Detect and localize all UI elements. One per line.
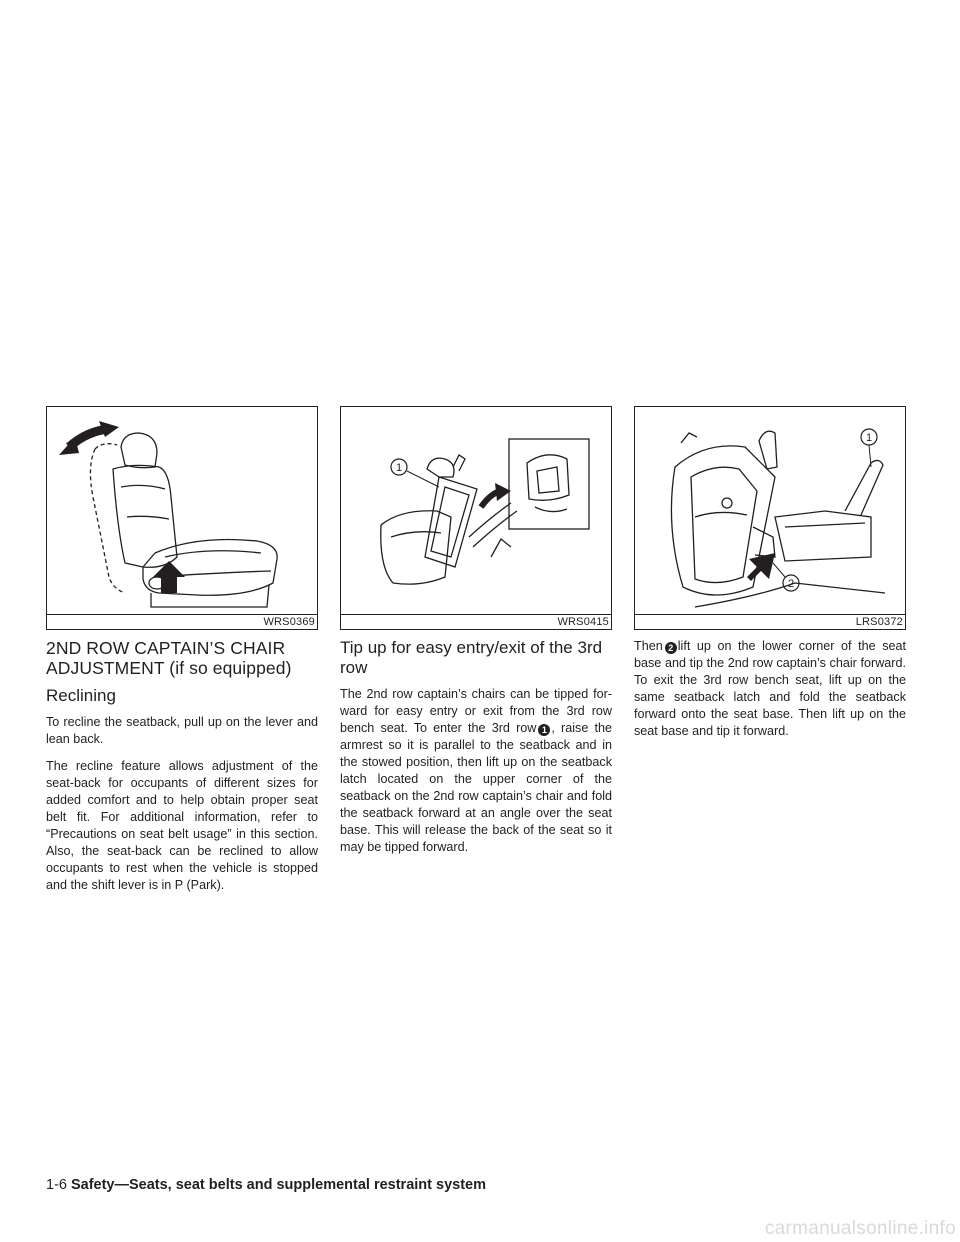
- callout-2-label: 2: [787, 578, 795, 590]
- column-1: [46, 406, 318, 894]
- figure-seat-recline: [46, 406, 318, 630]
- paragraph-text: lift up on the lower corner of the seat base and tip the 2nd row captain’s chair forward. To exit the 3rd row bench seat, lift up on the same seatback latch and fold the seatback forward onto the seat base. Then lift up on the seat base and tip it forward.: [634, 639, 906, 738]
- page-footer: [46, 1176, 486, 1194]
- figure-seat-base-lift: [634, 406, 906, 630]
- figure-code: WRS0415: [341, 614, 611, 629]
- column-3: [634, 406, 906, 740]
- marker-1: 1: [538, 724, 550, 736]
- paragraph-text: The 2nd row captain’s chairs can be tipped for-ward for easy entry or exit from the 3rd row bench seat. To enter the 3rd row: [340, 687, 612, 735]
- paragraph-text: , raise the armrest so it is parallel to the seatback and in the stowed position, then lift up on the seatback latch located on the upper corner of the seatback on the 2nd row captain’s chair and fold the seatback forward at an angle over the seat base. This will release the back of the seat so it may be tipped forward.: [340, 721, 612, 854]
- seat-base-lift-illustration: [635, 407, 905, 629]
- figure-seatback-latch: [340, 406, 612, 630]
- seatback-latch-illustration: [341, 407, 611, 629]
- paragraph: [634, 638, 906, 740]
- figure-code: WRS0369: [47, 614, 317, 629]
- callout-1-label: 1: [865, 432, 873, 444]
- paragraph: To recline the seatback, pull up on the lever and lean back.: [46, 715, 318, 746]
- section-heading: 2ND ROW CAPTAIN’S CHAIR ADJUSTMENT (if so equipped): [46, 638, 292, 678]
- figure-code: LRS0372: [635, 614, 905, 629]
- column-2: [340, 406, 612, 856]
- seat-recline-illustration: [47, 407, 317, 629]
- subheading-reclining: Reclining: [46, 686, 116, 705]
- marker-2: 2: [665, 642, 677, 654]
- page-number: 1-6: [46, 1177, 67, 1193]
- paragraph: The recline feature allows adjustment of the seat-back for occupants of different sizes for added comfort and to help obtain proper seat belt fit. For additional information, refer to “Precautions on seat belt usage” in this section. Also, the seat-back can be reclined to allow occupants to rest when the vehicle is stopped and the shift lever is in P (Park).: [46, 759, 318, 892]
- paragraph: [340, 686, 612, 856]
- subheading-tip-up: Tip up for easy entry/exit of the 3rd row: [340, 638, 603, 677]
- section-title: Safety—Seats, seat belts and supplemental restraint system: [70, 1177, 486, 1193]
- watermark: carmanualsonline.info: [764, 1218, 956, 1239]
- paragraph-text: Then: [634, 639, 663, 653]
- callout-1-label: 1: [395, 462, 403, 474]
